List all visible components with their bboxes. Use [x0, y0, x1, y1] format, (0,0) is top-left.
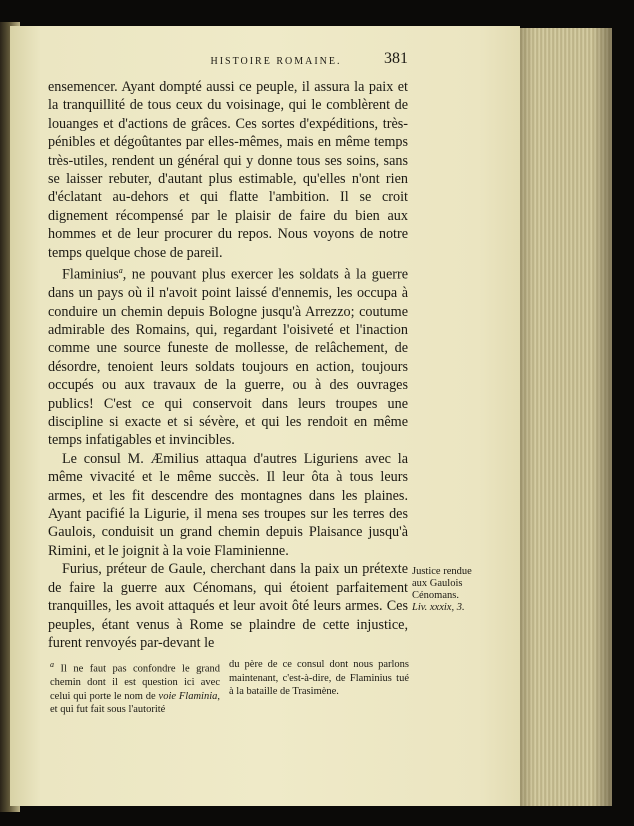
paragraph-1: ensemencer. Ayant dompté aussi ce peuple, il assura la paix et la tranquillité de tous ceux du voisinage, qui le comblèrent de louanges et d'actions de grâces. Ces sortes d'expéditions, très-pénibles et dégoûtantes par elles-mêmes, mais en même temps très-utiles, rendent un général qui y donne tous ses soins, sans se laisser rebuter, d'autant plus estimable, qu'elles n'ont rien d'éclatant au-dehors et qui flatte l'ambition. Il se croit dignement récompensé par le plaisir de faire du bien aux hommes et de leur procurer du repos. Nous voyons de notre temps quelque chose de pareil.	[48, 79, 408, 261]
paragraph-4: Furius, préteur de Gaule, cherchant dans la paix un prétexte de faire la guerre aux Cénomans, qui étoient parfaitement tranquilles, les avoit attaqués et leur avoit ôté leurs armes. Ces peuples, étant venus à Rome se plaindre de cette injustice, furent renvoyés par-devant le	[48, 561, 408, 651]
paragraph-2-text: , ne pouvant plus exercer les soldats à la guerre dans un pays où il n'avoit point laissé d'ennemis, les occupa à conduire un chemin depuis Bologne jusqu'à Arrezzo; coutume admirable des Romains, qui, regardant l'oisiveté et l'inaction comme une source funeste de mollesse, de relâchement, de désordre, tenoient leurs soldats toujours en action, toujours occupés ou aux travaux de la guerre, ou à des ouvrages publics! C'est ce qui conservoit dans leurs troupes une discipline si exacte et si sévère, et qui les rendoit en même temps infatigables et invincibles.	[48, 266, 408, 449]
footnote-right-column: du père de ce consul dont nous parlons maintenant, c'est-à-dire, de Flaminius tué à la bataille de Trasimène.	[229, 659, 409, 697]
page-edges-shadow	[514, 28, 612, 806]
main-text	[48, 78, 408, 652]
running-header: HISTOIRE ROMAINE.	[210, 56, 342, 67]
footnote-left-marker: a	[50, 660, 54, 669]
footnote-marker: a	[118, 266, 123, 276]
margin-note-text: Justice rendue aux Gaulois Cénomans.	[412, 566, 472, 601]
margin-note-reference: Liv. xxxix, 3.	[412, 602, 465, 613]
margin-note	[412, 566, 474, 614]
footnote-left-italic: voie Flaminia	[158, 690, 218, 702]
footnote-left-text-2: , et qui fut fait sous l'autorité	[50, 690, 220, 715]
paragraph-3: Le consul M. Æmilius attaqua d'autres Liguriens avec la même vivacité et le même succès. Il leur ôta à tous leurs armes, et les fit descendre des montagnes dans les plaines. Ayant pacifié la Ligurie, il mena ses troupes sur les terres des Gaulois, conduisit un grand chemin depuis Plaisance jusqu'à Rimini, et le joignit à la voie Flaminienne.	[48, 450, 408, 559]
page-number: 381	[384, 50, 408, 67]
paragraph-2	[48, 262, 408, 450]
paragraph-2-lead: Flaminius	[62, 266, 119, 283]
footnote-left-text-1: Il ne faut pas confondre le grand chemin dont il est question ici avec celui qui porte le nom de	[50, 663, 221, 702]
footnote-left-column	[50, 658, 220, 717]
